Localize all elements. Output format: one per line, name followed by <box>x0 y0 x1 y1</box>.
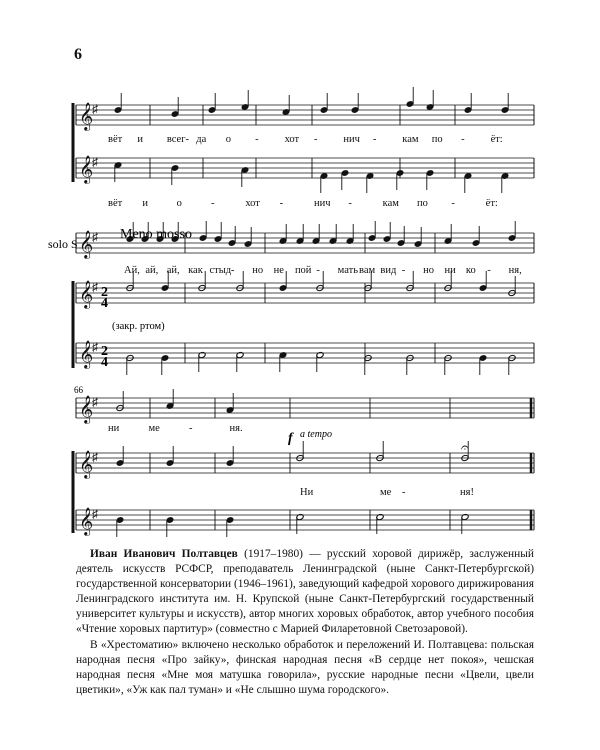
lyric-syllable: ня! <box>460 487 474 498</box>
lyric-syllable: - <box>279 198 284 209</box>
lyric-syllable: ай, <box>166 265 180 276</box>
page-number: 6 <box>74 46 82 63</box>
lyric-syllable: не <box>273 265 284 276</box>
lyric-syllable: вёт <box>108 134 123 145</box>
sharp-key-signature: ♯ <box>92 395 98 409</box>
lyric-syllable: - <box>461 134 465 145</box>
sharp-key-signature: ♯ <box>92 230 98 244</box>
lyric-syllable: - <box>314 134 318 145</box>
lyric-syllable: по <box>431 134 443 145</box>
sharp-key-signature: ♯ <box>92 340 98 354</box>
lyric-syllable: ме <box>148 423 160 434</box>
lyric-syllable: кам <box>382 198 399 209</box>
bio-name: Иван Иванович Полтавцев <box>90 548 238 560</box>
lyric-syllable: нич <box>314 198 331 209</box>
lyric-syllable: вам <box>359 265 376 276</box>
lyric-syllable: - <box>372 134 377 145</box>
lyric-syllable: стыд <box>209 265 232 276</box>
lyric-syllable: Ай, <box>124 265 140 276</box>
lyric-syllable: - <box>402 487 406 498</box>
treble-clef-icon: 𝄞 <box>79 509 94 535</box>
treble-clef-icon: 𝄞 <box>79 452 94 478</box>
lyric-syllable: - <box>316 265 320 276</box>
direction-closed-mouth: (закр. ртом) <box>112 321 165 332</box>
lyric-syllable: вёт <box>108 198 123 209</box>
sharp-key-signature: ♯ <box>92 102 98 116</box>
lyric-syllable: о <box>176 198 182 209</box>
time-signature-top: 2 <box>101 344 108 359</box>
lyric-syllable: ня. <box>229 423 243 434</box>
lyric-syllable: по <box>417 198 428 209</box>
lyric-syllable: но <box>252 265 264 276</box>
bio-paragraph-1 <box>76 547 534 638</box>
treble-clef-icon: 𝄞 <box>79 157 94 183</box>
bio-section <box>76 547 534 698</box>
treble-clef-icon: 𝄞 <box>79 232 94 258</box>
lyric-syllable: нич <box>343 134 360 145</box>
lyric-syllable: о <box>225 134 231 145</box>
sharp-key-signature: ♯ <box>92 155 98 169</box>
time-signature-top: 2 <box>101 285 108 300</box>
lyric-syllable: - <box>189 423 193 434</box>
treble-clef-icon: 𝄞 <box>79 342 94 368</box>
instrument-label: solo S <box>48 237 78 251</box>
lyric-syllable: мать <box>337 265 359 276</box>
lyric-syllable: кам <box>402 134 419 145</box>
time-signature-bottom: 4 <box>101 296 108 311</box>
staves <box>73 103 534 533</box>
lyric-syllable: ни <box>444 265 456 276</box>
lyric-syllable: всег- <box>166 134 190 145</box>
lyric-syllable: - <box>211 198 215 209</box>
lyric-syllable: - <box>487 265 491 276</box>
lyric-syllable: ня, <box>508 265 522 276</box>
lyric-syllable: ёт: <box>490 134 503 145</box>
tempo-meno-mosso: Meno mosso <box>120 227 192 242</box>
dynamic-forte: f <box>288 431 293 446</box>
lyric-syllable: ёт: <box>485 198 498 209</box>
lyric-syllable: как <box>188 265 203 276</box>
lyric-syllable: - <box>230 265 235 276</box>
lyric-syllable: пой <box>294 265 312 276</box>
time-signature-bottom: 4 <box>101 355 108 370</box>
lyric-syllable: ме <box>380 487 392 498</box>
lyric-syllable: да <box>196 134 207 145</box>
bio-paragraph-2: В «Хрестоматию» включено несколько обработок и переложений И. Полтавцева: польская народная песня «Про зайку», финская народная песня «В сердце нет покоя», чешская народная песня «Мне моя матушка говорила», русские народные песни «Цвели, цвели цветики», «Уж как пал туман» и «Не слышно шума городского». <box>76 638 534 696</box>
lyric-syllable: хот <box>284 134 300 145</box>
lyric-syllable: и <box>142 198 148 209</box>
fermata-icon: 𝄐 <box>461 441 469 456</box>
treble-clef-icon: 𝄞 <box>79 104 94 130</box>
treble-clef-icon: 𝄞 <box>79 397 94 423</box>
lyric-syllable: но <box>423 265 435 276</box>
lyrics <box>108 134 522 498</box>
lyric-syllable: - <box>401 265 406 276</box>
lyric-syllable: - <box>255 134 259 145</box>
lyric-syllable: хот <box>245 198 260 209</box>
lyric-syllable: вид <box>380 265 397 276</box>
sharp-key-signature: ♯ <box>92 280 98 294</box>
lyric-syllable: Ни <box>300 487 314 498</box>
tempo-a-tempo: a tempo <box>300 429 332 440</box>
lyric-syllable: ни <box>108 423 120 434</box>
lyric-syllable: ко <box>465 265 476 276</box>
score-marks <box>79 87 516 537</box>
lyric-syllable: и <box>137 134 144 145</box>
measure-number: 66 <box>74 385 83 395</box>
lyric-syllable: - <box>451 198 455 209</box>
sharp-key-signature: ♯ <box>92 507 98 521</box>
lyric-syllable: ай, <box>145 265 159 276</box>
bio-paragraph-1-text: (1917–1980) — русский хоровой дирижёр, заслуженный деятель искусств РСФСР, преподаватель Ленинградской (ныне Санкт-Петербургской) государственной консерватории (1946–1961), заведующий кафедрой хорового дирижирования Ленинградского института им. Н. Крупской (ныне Санкт-Петербургский государственный университет культуры и искусств), автор многих хоровых обработок, автор учебного пособия «Чтение хоровых партитур» (совместно с Марией Филаретовной Светозаровой). <box>76 548 534 636</box>
treble-clef-icon: 𝄞 <box>79 282 94 308</box>
lyric-syllable: - <box>348 198 352 209</box>
sharp-key-signature: ♯ <box>92 450 98 464</box>
